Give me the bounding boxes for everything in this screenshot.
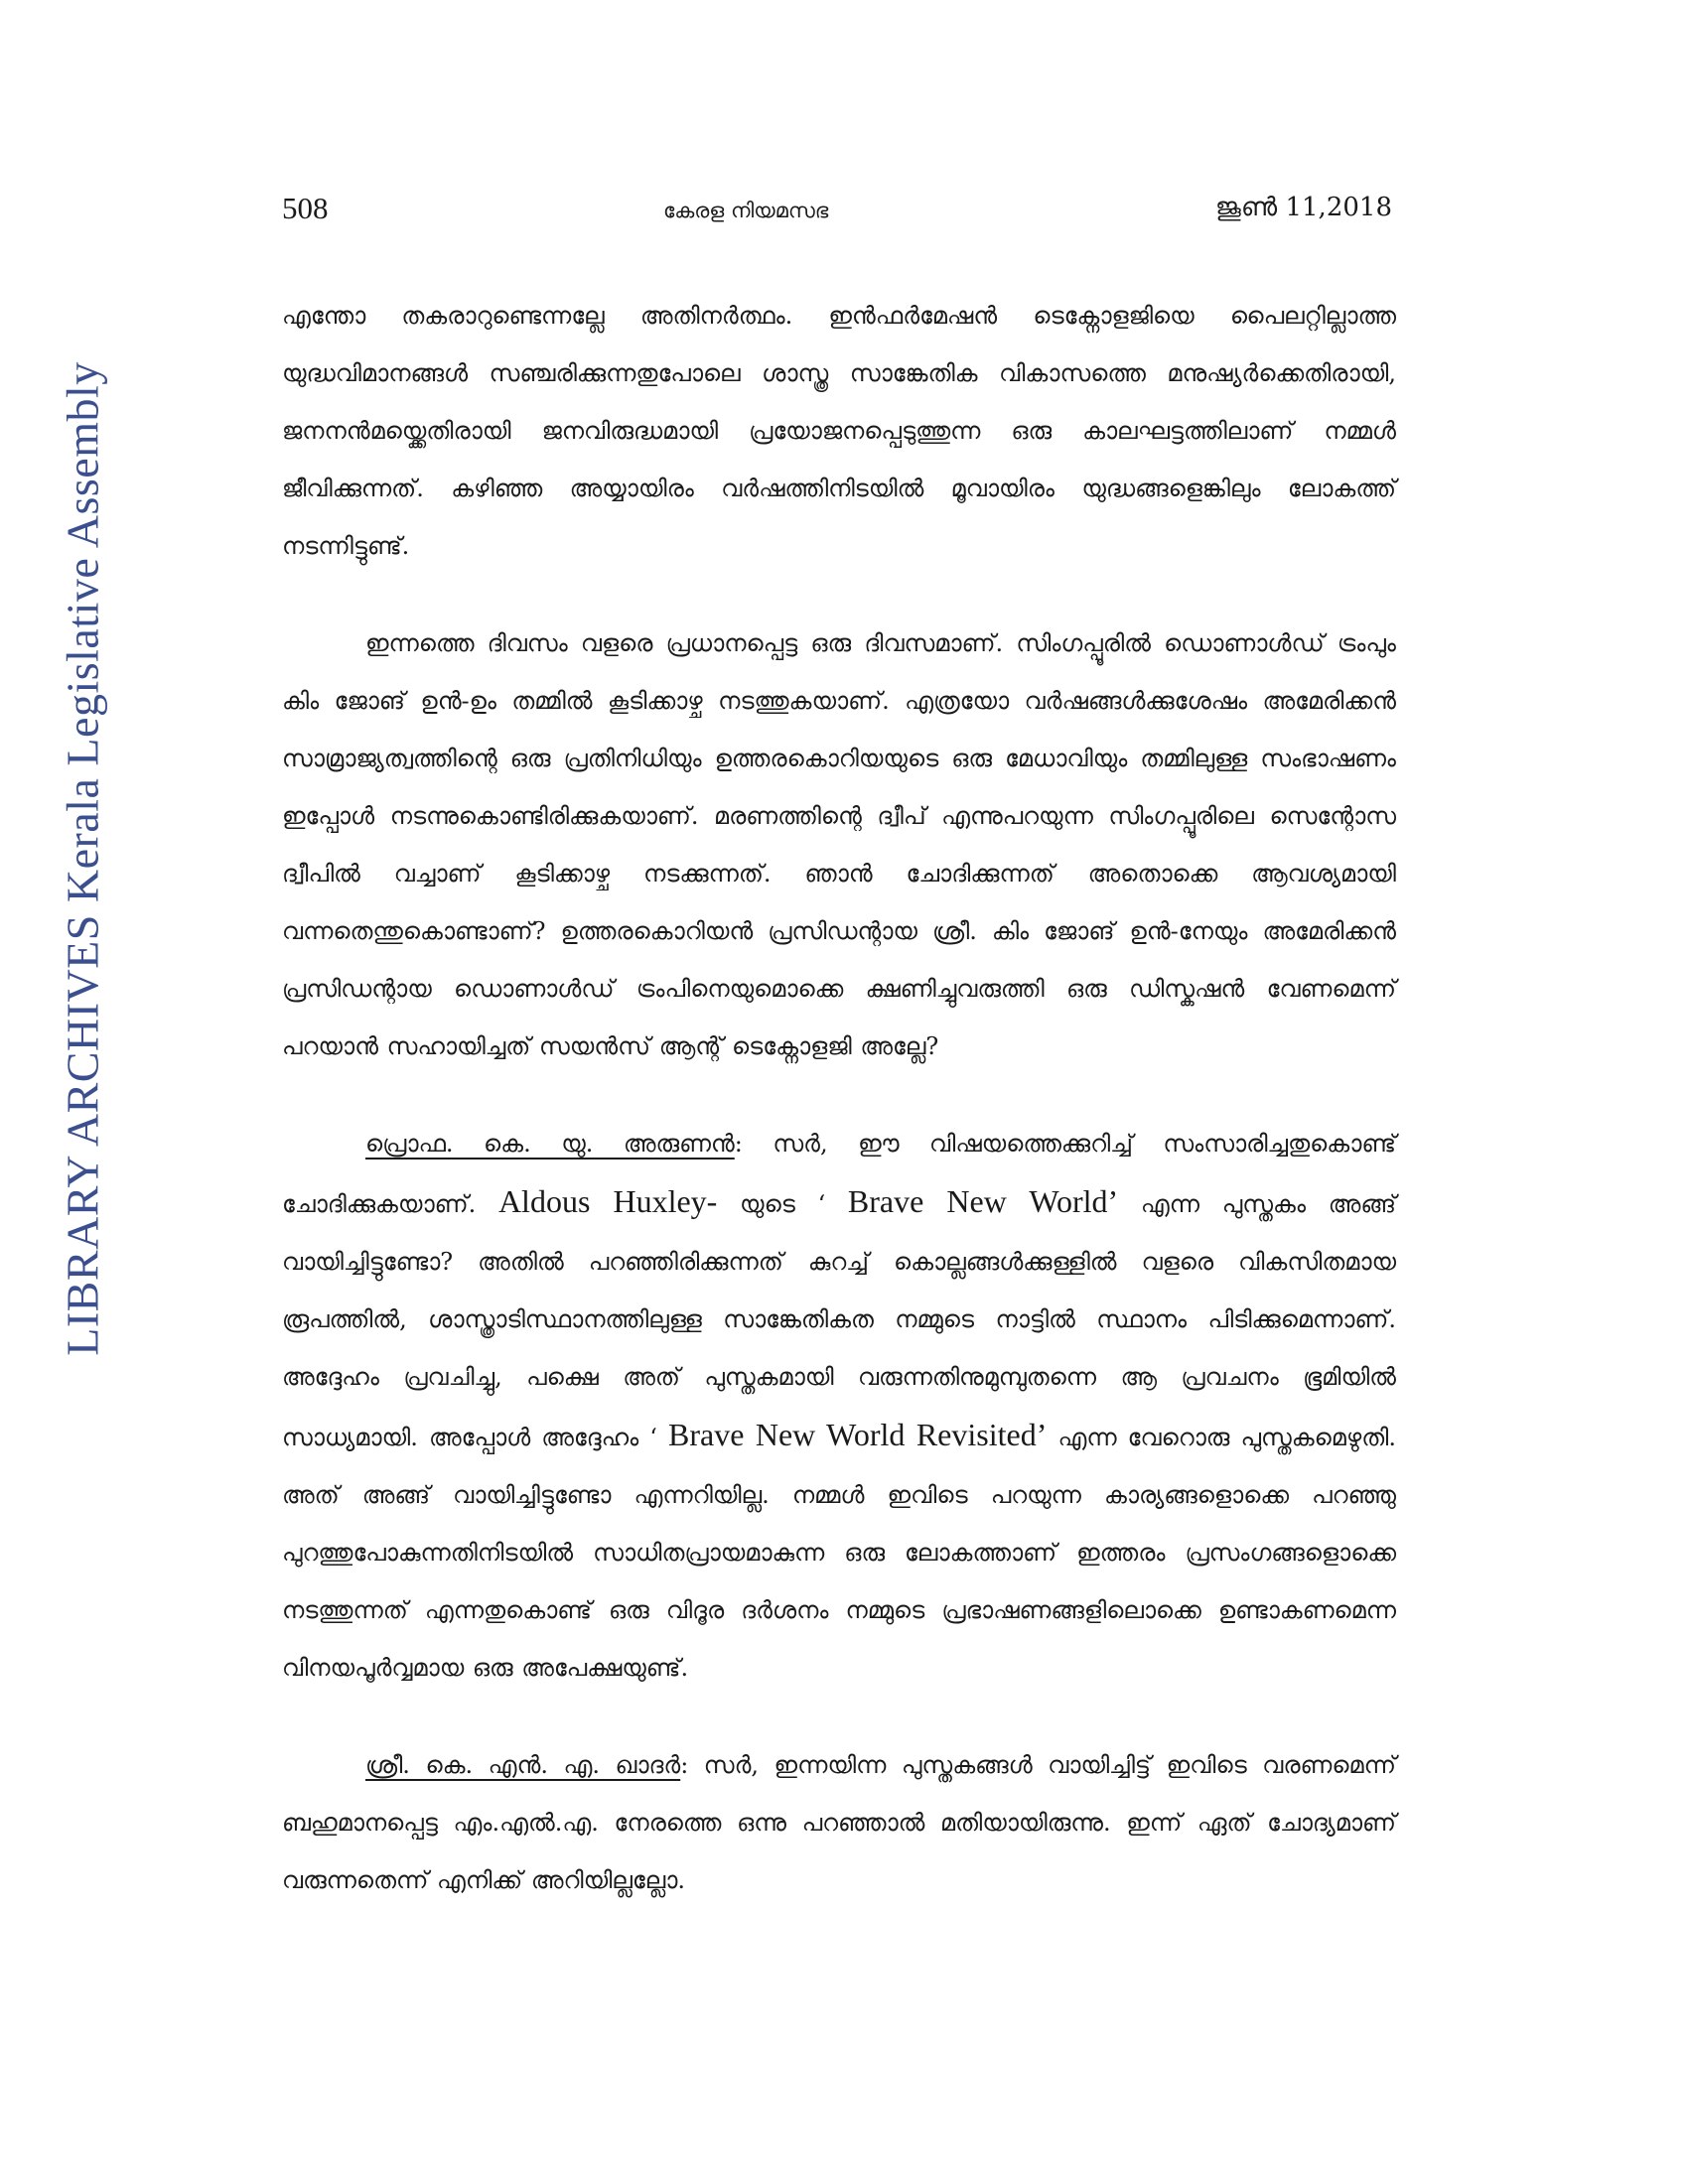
english-text: Aldous Huxley-: [497, 1183, 718, 1219]
text-run: : സർ, ഇന്നയിന്ന പുസ്തകങ്ങൾ വായിച്ചിട്ട് ഇവിടെ വരണമെന്ന് ബഹുമാനപ്പെട്ട എം.എൽ.എ. നേരത്തെ ഒന്നു പറഞ്ഞാൽ മതിയായിരുന്നു. ഇന്ന് ഏത് ചോദ്യമാണ് വരുന്നതെന്ന് എനിക്ക് അറിയില്ലല്ലോ.: [282, 1751, 1397, 1894]
book-title: Brave New World Revisited’: [668, 1417, 1048, 1452]
paragraph-3: [282, 1115, 1396, 1697]
paragraph-2: [282, 614, 1396, 1075]
body-text: [282, 287, 1396, 1909]
page-number: 508: [282, 191, 329, 225]
book-title: Brave New World’: [847, 1183, 1119, 1219]
text-run: : സർ, ഈ വിഷയത്തെക്കുറിച്ച് സംസാരിച്ചതുകൊണ്ട് ചോദിക്കുകയാണ്.: [282, 1130, 1396, 1218]
speaker-name: ശ്രീ. കെ. എൻ. എ. ഖാദർ: [365, 1751, 681, 1779]
speaker-name: പ്രൊഫ. കെ. യു. അരുണൻ: [365, 1130, 735, 1158]
text-run: യുടെ ‘: [717, 1190, 848, 1218]
text-run: എന്ന പുസ്തകം അങ്ങ് വായിച്ചിട്ടുണ്ടോ? അതിൽ പറഞ്ഞിരിക്കുന്നത് കുറച്ച് കൊല്ലങ്ങൾക്കുള്ളിൽ വളരെ വികസിതമായ രൂപത്തിൽ, ശാസ്ത്രാടിസ്ഥാനത്തിലുള്ള സാങ്കേതികത നമ്മുടെ നാട്ടിൽ സ്ഥാനം പിടിക്കുമെന്നാണ്. അദ്ദേഹം പ്രവചിച്ചു, പക്ഷെ അത് പുസ്തകമായി വരുന്നതിനുമുമ്പുതന്നെ ആ പ്രവചനം ഭൂമിയിൽ സാധ്യമായി. അപ്പോൾ അദ്ദേഹം ‘: [282, 1190, 1397, 1451]
watermark-text: LIBRARY ARCHIVES Kerala Legislative Assembly: [57, 361, 108, 1356]
running-title: കേരള നിയമസഭ: [663, 199, 829, 222]
paragraph-4: [282, 1736, 1396, 1909]
header-date: ജൂൺ 11,2018: [1215, 193, 1392, 222]
paragraph-1: [282, 287, 1396, 575]
text-run: ഇന്നത്തെ ദിവസം വളരെ പ്രധാനപ്പെട്ട ഒരു ദിവസമാണ്. സിംഗപ്പൂരിൽ ഡൊണാൾഡ് ട്രംപും കിം ജോങ് ഉൻ-ഉം തമ്മിൽ കൂടിക്കാഴ്ച നടത്തുകയാണ്. എത്രയോ വർഷങ്ങൾക്കുശേഷം അമേരിക്കൻ സാമ്രാജ്യത്വത്തിന്റെ ഒരു പ്രതിനിധിയും ഉത്തരകൊറിയയുടെ ഒരു മേധാവിയും തമ്മിലുള്ള സംഭാഷണം ഇപ്പോൾ നടന്നുകൊണ്ടിരിക്കുകയാണ്. മരണത്തിന്റെ ദ്വീപ് എന്നുപറയുന്ന സിംഗപ്പൂരിലെ സെന്റോസ ദ്വീപിൽ വച്ചാണ് കൂടിക്കാഴ്ച നടക്കുന്നത്. ഞാൻ ചോദിക്കുന്നത് അതൊക്കെ ആവശ്യമായി വന്നതെന്തുകൊണ്ടാണ്? ഉത്തരകൊറിയൻ പ്രസിഡന്റായ ശ്രീ. കിം ജോങ് ഉൻ-നേയും അമേരിക്കൻ പ്രസിഡന്റായ ഡൊണാൾഡ് ട്രംപിനെയുമൊക്കെ ക്ഷണിച്ചുവരുത്തി ഒരു ഡിസ്കഷൻ വേണമെന്ന് പറയാൻ സഹായിച്ചത് സയൻസ് ആന്റ് ടെക്നോളജി അല്ലേ?: [282, 629, 1396, 1060]
text-run: എന്ന വേറൊരു പുസ്തകമെഴുതി. അത് അങ്ങ് വായിച്ചിട്ടുണ്ടോ എന്നറിയില്ല. നമ്മൾ ഇവിടെ പറയുന്ന കാര്യങ്ങളൊക്കെ പറഞ്ഞു പുറത്തുപോകുന്നതിനിടയിൽ സാധിതപ്രായമാകുന്ന ഒരു ലോകത്താണ് ഇത്തരം പ്രസംഗങ്ങളൊക്കെ നടത്തുന്നത് എന്നതുകൊണ്ട് ഒരു വിദൂര ദർശനം നമ്മുടെ പ്രഭാഷണങ്ങളിലൊക്കെ ഉണ്ടാകണമെന്ന വിനയപൂർവ്വമായ ഒരു അപേക്ഷയുണ്ട്.: [282, 1424, 1396, 1682]
page-header: [0, 191, 1688, 230]
text-run: എന്തോ തകരാറുണ്ടെന്നല്ലേ അതിനർത്ഥം. ഇൻഫർമേഷൻ ടെക്നോളജിയെ പൈലറ്റില്ലാത്ത യുദ്ധവിമാനങ്ങൾ സഞ്ചരിക്കുന്നതുപോലെ ശാസ്ത്ര സാങ്കേതിക വികാസത്തെ മനുഷ്യർക്കെതിരായി, ജനനൻമയ്ക്കെതിരായി ജനവിരുദ്ധമായി പ്രയോജനപ്പെടുത്തുന്ന ഒരു കാലഘട്ടത്തിലാണ് നമ്മൾ ജീവിക്കുന്നത്. കഴിഞ്ഞ അയ്യായിരം വർഷത്തിനിടയിൽ മൂവായിരം യുദ്ധങ്ങളെങ്കിലും ലോകത്ത് നടന്നിട്ടുണ്ട്.: [282, 302, 1396, 560]
